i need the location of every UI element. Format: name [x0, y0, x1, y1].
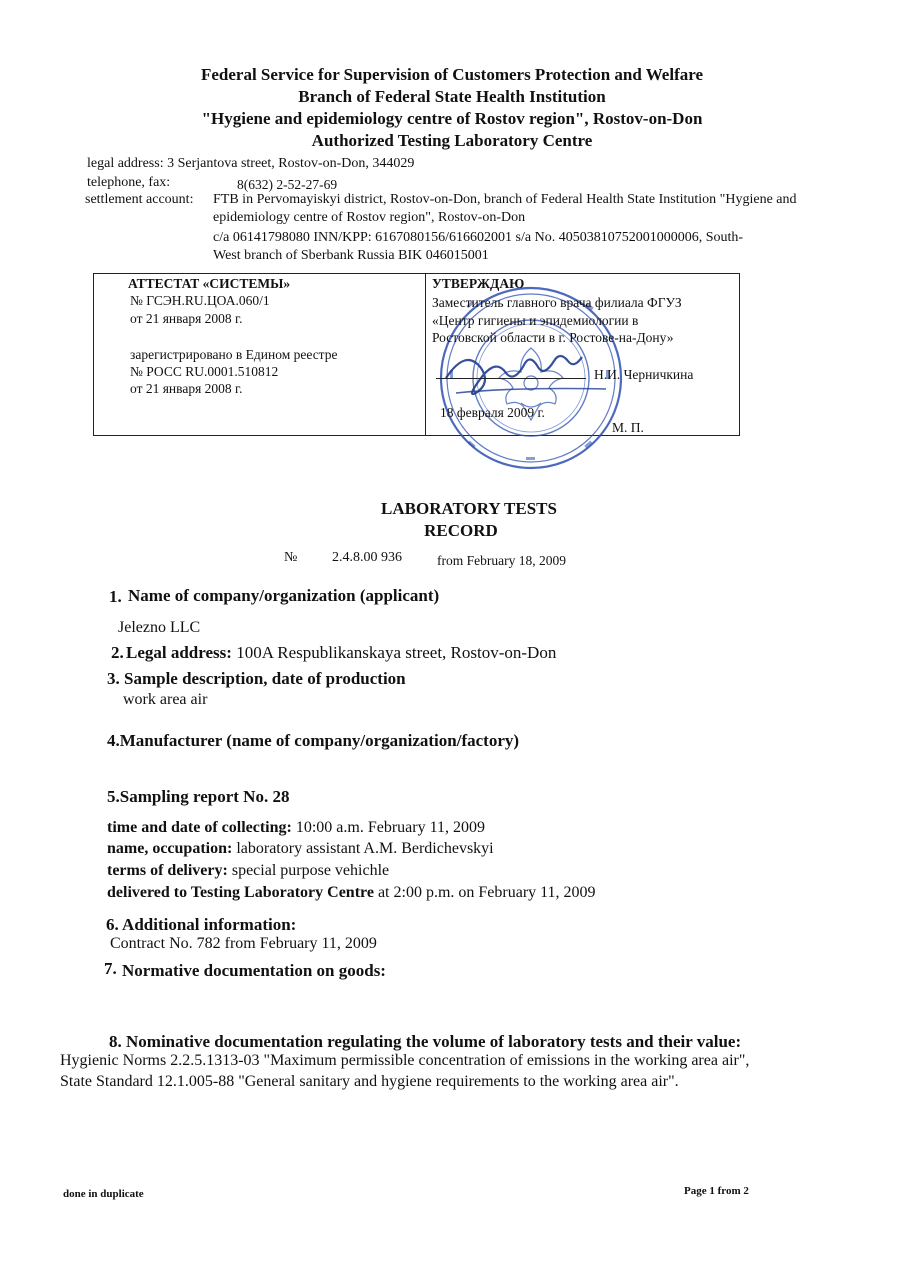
- org-title-line4: Authorized Testing Laboratory Centre: [311, 131, 593, 150]
- settlement-line4: West branch of Sberbank Russia BIK 046015001: [213, 248, 489, 263]
- section1-value: Jelezno LLC: [118, 619, 201, 636]
- approval-signer: Н.И. Черничкина: [594, 367, 694, 382]
- legal-address: legal address: 3 Serjantova street, Rostov-on-Don, 344029: [87, 156, 415, 171]
- org-title-line2: Branch of Federal State Health Institution: [298, 87, 606, 106]
- register-line: зарегистрировано в Едином реестре: [130, 347, 338, 362]
- section1-label: Name of company/organization (applicant): [128, 586, 440, 605]
- attestat-date: от 21 января 2008 г.: [130, 311, 243, 326]
- org-title-line1: Federal Service for Supervision of Customers Protection and Welfare: [200, 65, 704, 84]
- footer-page: Page 1 from 2: [684, 1185, 749, 1197]
- approval-line3: Ростовской области в г. Ростове-на-Дону»: [432, 330, 674, 345]
- section3-label: 3. Sample description, date of production: [107, 669, 406, 688]
- settlement-line2: epidemiology centre of Rostov region", Rostov-on-Don: [213, 210, 526, 225]
- section7-label: Normative documentation on goods:: [122, 961, 386, 980]
- delivery-row: [107, 862, 389, 880]
- section2-number: 2.: [111, 643, 124, 662]
- delivery-value: special purpose vehichle: [231, 862, 390, 879]
- collecting-label: time and date of collecting:: [107, 819, 292, 836]
- approval-line1: Заместитель главного врача филиала ФГУЗ: [432, 295, 682, 310]
- record-no-sign: №: [284, 550, 298, 565]
- approval-title: УТВЕРЖДАЮ: [432, 276, 525, 291]
- register-number: № РОСС RU.0001.510812: [130, 364, 279, 379]
- settlement-label: settlement account:: [85, 192, 194, 207]
- person-label: name, occupation:: [107, 840, 233, 857]
- person-row: [107, 840, 494, 858]
- section8-line1: Hygienic Norms 2.2.5.1313-03 "Maximum permissible concentration of emissions in the working area air",: [60, 1052, 750, 1069]
- section2-label: Legal address:: [126, 643, 232, 662]
- seal-place: М. П.: [612, 420, 644, 435]
- section1-number: 1.: [109, 587, 122, 606]
- section6-label: 6. Additional information:: [106, 915, 297, 934]
- record-number: 2.4.8.00 936: [332, 550, 402, 565]
- signature-line: [436, 378, 586, 379]
- footer-left: done in duplicate: [63, 1188, 144, 1200]
- record-title-line1: LABORATORY TESTS: [381, 499, 557, 518]
- attestat-number: № ГСЭН.RU.ЦОА.060/1: [130, 293, 270, 308]
- delivered-label: delivered to Testing Laboratory Centre: [107, 884, 374, 901]
- attestat-title: АТТЕСТАТ «СИСТЕМЫ»: [128, 276, 291, 291]
- section6-value: Contract No. 782 from February 11, 2009: [110, 935, 377, 952]
- section8-line2: State Standard 12.1.005-88 "General sanitary and hygiene requirements to the working area air".: [60, 1073, 679, 1090]
- approval-line2: «Центр гигиены и эпидемиологии в: [432, 313, 639, 328]
- collecting-value: 10:00 a.m. February 11, 2009: [295, 819, 486, 836]
- delivery-label: terms of delivery:: [107, 862, 228, 879]
- settlement-line3: c/a 06141798080 INN/KPP: 6167080156/616602001 s/a No. 40503810752001000006, South-: [213, 230, 744, 245]
- collecting-row: [107, 819, 485, 837]
- register-date: от 21 января 2008 г.: [130, 381, 243, 396]
- record-date: from February 18, 2009: [437, 553, 566, 568]
- box-divider: [425, 274, 426, 435]
- section2-value: 100A Respublikanskaya street, Rostov-on-Don: [236, 643, 557, 662]
- settlement-line1: FTB in Pervomayiskyi district, Rostov-on-Don, branch of Federal Health State Institution "Hygiene and: [213, 192, 797, 207]
- section4-label: 4.Manufacturer (name of company/organization/factory): [107, 731, 520, 750]
- section2-row: [126, 643, 556, 663]
- person-value: laboratory assistant A.M. Berdichevskyi: [236, 840, 494, 857]
- section7-number: 7.: [104, 959, 117, 978]
- org-title-line3: "Hygiene and epidemiology centre of Rostov region", Rostov-on-Don: [201, 109, 703, 128]
- phone-label: telephone, fax:: [87, 175, 171, 190]
- record-title-line2: RECORD: [424, 521, 498, 540]
- section5-label: 5.Sampling report No. 28: [107, 787, 290, 806]
- section8-label: 8. Nominative documentation regulating the volume of laboratory tests and their value:: [109, 1032, 742, 1051]
- delivered-row: [107, 884, 596, 902]
- approval-date: 18 февраля 2009 г.: [440, 405, 545, 420]
- delivered-value: at 2:00 p.m. on February 11, 2009: [377, 884, 596, 901]
- section3-value: work area air: [123, 691, 208, 708]
- phone-value: 8(632) 2-52-27-69: [237, 177, 338, 192]
